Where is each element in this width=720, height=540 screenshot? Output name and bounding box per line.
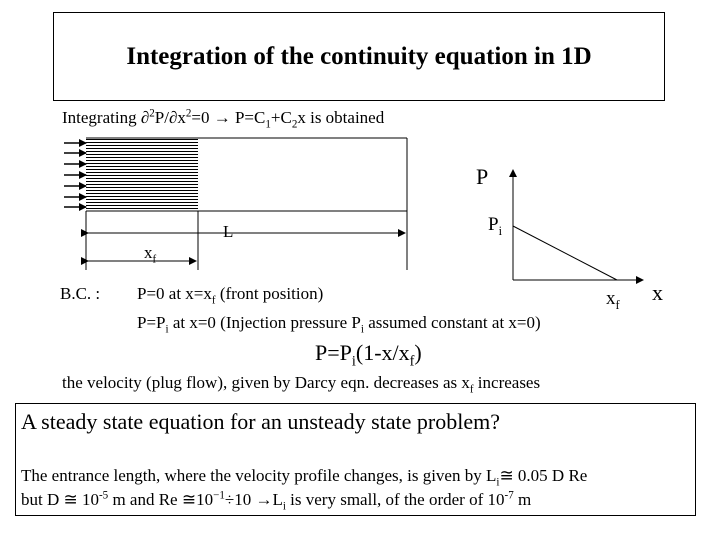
graph-xf-sub: f xyxy=(615,297,620,312)
but-c: ÷10 →L xyxy=(224,490,283,509)
but-sup3: -7 xyxy=(504,489,514,502)
conclusion-box xyxy=(15,403,696,516)
invaded-zone xyxy=(86,138,198,210)
integrating-mid3: +C xyxy=(270,108,292,127)
integrating-sub1: 1 xyxy=(265,118,271,131)
graph-xf-label xyxy=(606,288,620,310)
bc1-b: (front position) xyxy=(215,284,324,303)
x-axis-label: x xyxy=(652,280,663,305)
but-a: but D ≅ 10 xyxy=(21,490,99,509)
entrance-b: ≅ 0.05 D Re xyxy=(499,466,588,485)
velocity-statement xyxy=(62,373,541,396)
integrating-prefix: Integrating ∂ xyxy=(62,108,150,127)
formula-sub2: f xyxy=(409,353,415,370)
pressure-profile-line xyxy=(513,226,617,280)
but-d: is very small, of the order of 10 xyxy=(285,490,505,509)
bc1-a: P=0 at x=x xyxy=(137,284,212,303)
entrance-sub: i xyxy=(496,476,500,489)
bc2-c: assumed constant at x=0) xyxy=(363,313,541,332)
velocity-sub: f xyxy=(469,383,474,396)
question-text: A steady state equation for an unsteady state problem? xyxy=(21,409,500,434)
but-sub: i xyxy=(282,500,286,513)
front-sub: f xyxy=(152,253,157,266)
p-axis-label: P xyxy=(476,164,489,189)
integrating-sup1: 2 xyxy=(149,107,155,120)
formula-b: (1-x/x xyxy=(355,340,410,365)
bc2-sub2: i xyxy=(360,323,364,336)
but-sup1: -5 xyxy=(99,489,109,502)
bc-line-2 xyxy=(137,313,541,336)
graph-xf-main: x xyxy=(606,288,616,309)
bc-line-1 xyxy=(137,284,324,307)
bc2-sub1: i xyxy=(165,323,169,336)
pi-main: P xyxy=(488,214,499,235)
pressure-formula xyxy=(315,340,422,370)
but-e: m xyxy=(513,490,532,509)
integrating-sub2: 2 xyxy=(291,118,298,131)
integrating-mid2: =0 → P=C xyxy=(191,108,266,127)
length-label: L xyxy=(223,222,234,241)
integrating-sup2: 2 xyxy=(185,107,192,120)
formula-a: P=P xyxy=(315,340,352,365)
entrance-length-text xyxy=(21,466,588,489)
integrating-suffix: x is obtained xyxy=(297,108,385,127)
pi-label xyxy=(488,214,502,236)
front-position-label xyxy=(144,243,157,266)
formula-c: ) xyxy=(414,340,422,365)
order-of-magnitude-text xyxy=(21,489,532,513)
slide-title: Integration of the continuity equation in 1D xyxy=(126,42,592,70)
integrating-mid1: P/∂x xyxy=(154,108,186,127)
velocity-a: the velocity (plug flow), given by Darcy eqn. decreases as x xyxy=(62,373,470,392)
entrance-a: The entrance length, where the velocity profile changes, is given by L xyxy=(21,466,497,485)
bc1-sub: f xyxy=(211,294,216,307)
velocity-b: increases xyxy=(473,373,541,392)
pi-sub: i xyxy=(498,223,503,238)
bc2-b: at x=0 (Injection pressure P xyxy=(168,313,361,332)
front-x: x xyxy=(144,243,153,262)
formula-sub1: i xyxy=(351,353,356,370)
but-sup2: −1 xyxy=(213,489,225,502)
bc2-a: P=P xyxy=(137,313,166,332)
but-b: m and Re ≅10 xyxy=(108,490,214,509)
bc-label: B.C. : xyxy=(60,284,101,303)
injection-arrows xyxy=(64,143,86,207)
